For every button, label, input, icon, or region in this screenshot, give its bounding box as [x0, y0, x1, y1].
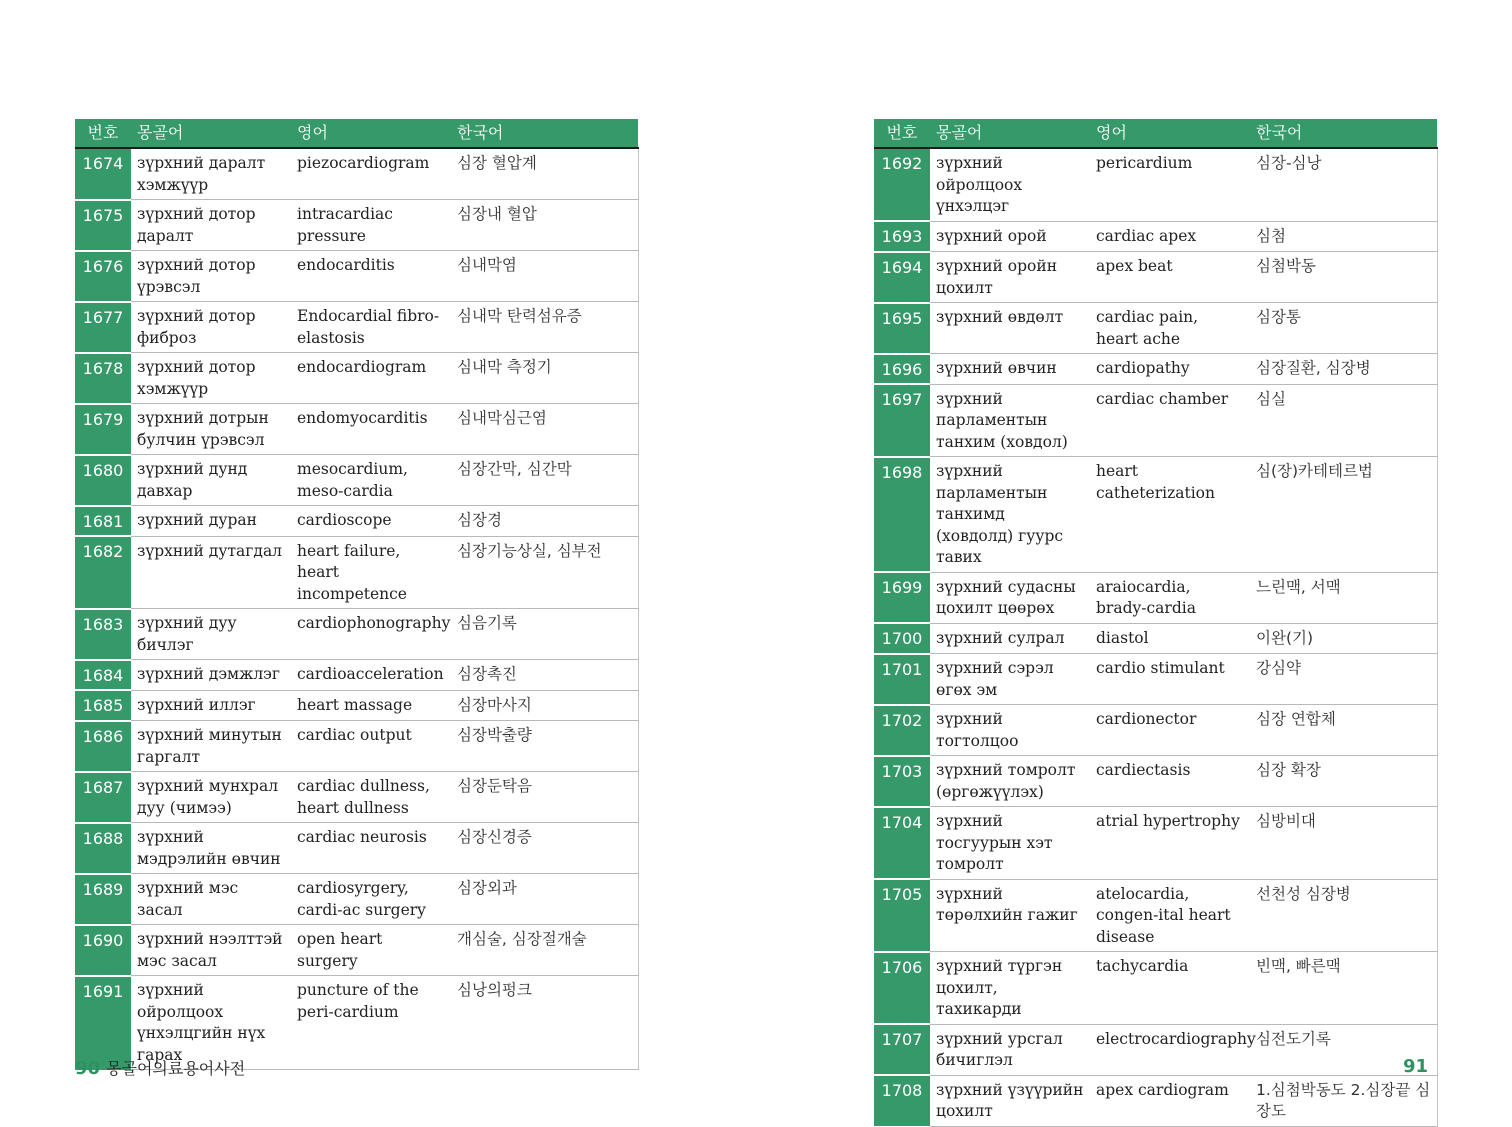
table-row [75, 251, 638, 302]
english-term: cardiac neurosis [291, 823, 451, 874]
korean-term: 개심술, 심장절개술 [451, 925, 638, 976]
table-row [75, 455, 638, 506]
mongolian-term: зүрхний дэмжлэг [131, 660, 291, 691]
korean-term: 심실 [1250, 384, 1437, 457]
english-term: cardiophonography [291, 609, 451, 660]
table-row [75, 536, 638, 609]
entry-number: 1693 [874, 221, 930, 252]
mongolian-term: зүрхний парламентын танхимд (ховдолд) гуурс тавих [930, 457, 1090, 573]
right-page-number: 91 [1402, 1056, 1428, 1077]
mongolian-term: зүрхний сэрэл өгөх эм [930, 654, 1090, 705]
korean-term: 심내막심근염 [451, 404, 638, 455]
korean-term: 강심약 [1250, 654, 1437, 705]
korean-term: 심장 연합체 [1250, 705, 1437, 756]
table-row [75, 925, 638, 976]
entry-number: 1682 [75, 536, 131, 609]
english-term: cardioscope [291, 506, 451, 537]
table-row [874, 572, 1437, 623]
mongolian-term: зүрхний нээлттэй мэс засал [131, 925, 291, 976]
right-page [874, 119, 1438, 1127]
header-korean: 한국어 [451, 119, 638, 148]
mongolian-term: зүрхний дотор хэмжүүр [131, 353, 291, 404]
english-term: diastol [1090, 623, 1250, 654]
table-row [874, 1024, 1437, 1075]
entry-number: 1685 [75, 690, 131, 721]
mongolian-term: зүрхний дунд давхар [131, 455, 291, 506]
footer-right [1403, 1056, 1428, 1077]
korean-term: 빈맥, 빠른맥 [1250, 952, 1437, 1025]
english-term: apex cardiogram [1090, 1075, 1250, 1126]
table-row [874, 623, 1437, 654]
english-term: intracardiac pressure [291, 200, 451, 251]
entry-number: 1707 [874, 1024, 930, 1075]
right-dictionary-table [874, 119, 1438, 1127]
korean-term: 심첨 [1250, 221, 1437, 252]
korean-term: 심내막 탄력섬유증 [451, 302, 638, 353]
mongolian-term: зүрхний иллэг [131, 690, 291, 721]
table-header [75, 119, 638, 148]
mongolian-term: зүрхний төрөлхийн гажиг [930, 879, 1090, 952]
entry-number: 1681 [75, 506, 131, 537]
entry-number: 1687 [75, 772, 131, 823]
mongolian-term: зүрхний томролт (өргөжүүлэх) [930, 756, 1090, 807]
korean-term: 심내막염 [451, 251, 638, 302]
left-page-number: 90 [75, 1058, 101, 1079]
korean-term: 심(장)카테테르법 [1250, 457, 1437, 573]
table-row [75, 148, 638, 200]
mongolian-term: зүрхний дотор фиброз [131, 302, 291, 353]
korean-term: 심내막 측정기 [451, 353, 638, 404]
english-term: Endocardial fibro-elastosis [291, 302, 451, 353]
footer-left [75, 1056, 245, 1079]
entry-number: 1696 [874, 354, 930, 385]
entry-number: 1683 [75, 609, 131, 660]
table-row [874, 457, 1437, 573]
english-term: araiocardia, brady-cardia [1090, 572, 1250, 623]
table-row [874, 354, 1437, 385]
korean-term: 심장 혈압계 [451, 148, 638, 200]
entry-number: 1705 [874, 879, 930, 952]
mongolian-term: зүрхний орой [930, 221, 1090, 252]
entry-number: 1690 [75, 925, 131, 976]
korean-term: 심장통 [1250, 303, 1437, 354]
mongolian-term: зүрхний тосгуурын хэт томролт [930, 807, 1090, 880]
english-term: mesocardium, meso-cardia [291, 455, 451, 506]
header-english: 영어 [291, 119, 451, 148]
entry-number: 1688 [75, 823, 131, 874]
entry-number: 1695 [874, 303, 930, 354]
korean-term: 심첨박동 [1250, 252, 1437, 303]
korean-term: 심장촉진 [451, 660, 638, 691]
korean-term: 심장간막, 심간막 [451, 455, 638, 506]
left-dictionary-table [75, 119, 639, 1070]
entry-number: 1699 [874, 572, 930, 623]
table-row [874, 303, 1437, 354]
table-row [75, 404, 638, 455]
korean-term: 느린맥, 서맥 [1250, 572, 1437, 623]
entry-number: 1675 [75, 200, 131, 251]
korean-term: 심장기능상실, 심부전 [451, 536, 638, 609]
mongolian-term: зүрхний минутын гаргалт [131, 721, 291, 772]
table-row [874, 756, 1437, 807]
mongolian-term: зүрхний сулрал [930, 623, 1090, 654]
mongolian-term: зүрхний өвдөлт [930, 303, 1090, 354]
english-term: endocarditis [291, 251, 451, 302]
mongolian-term: зүрхний өвчин [930, 354, 1090, 385]
english-term: atelocardia, congen-ital heart disease [1090, 879, 1250, 952]
english-term: cardioacceleration [291, 660, 451, 691]
mongolian-term: зүрхний дотрын булчин үрэвсэл [131, 404, 291, 455]
english-term: cardiosyrgery, cardi-ac surgery [291, 874, 451, 925]
entry-number: 1694 [874, 252, 930, 303]
korean-term: 이완(기) [1250, 623, 1437, 654]
table-row [75, 823, 638, 874]
mongolian-term: зүрхний ойролцоох үнхэлцгийн нүх гарах [131, 976, 291, 1070]
entry-number: 1700 [874, 623, 930, 654]
korean-term: 심음기록 [451, 609, 638, 660]
entry-number: 1684 [75, 660, 131, 691]
table-row [874, 1075, 1437, 1126]
table-header [874, 119, 1437, 148]
table-row [75, 690, 638, 721]
entry-number: 1689 [75, 874, 131, 925]
entry-number: 1676 [75, 251, 131, 302]
english-term: pericardium [1090, 148, 1250, 221]
english-term: cardio stimulant [1090, 654, 1250, 705]
table-row [874, 221, 1437, 252]
table-row [874, 148, 1437, 221]
korean-term: 심전도기록 [1250, 1024, 1437, 1075]
table-row [75, 302, 638, 353]
entry-number: 1706 [874, 952, 930, 1025]
mongolian-term: зүрхний оройн цохилт [930, 252, 1090, 303]
book-title: 몽골어의료용어사전 [106, 1059, 246, 1078]
entry-number: 1692 [874, 148, 930, 221]
mongolian-term: зүрхний дутагдал [131, 536, 291, 609]
header-english: 영어 [1090, 119, 1250, 148]
korean-term: 심장 확장 [1250, 756, 1437, 807]
entry-number: 1704 [874, 807, 930, 880]
english-term: endomyocarditis [291, 404, 451, 455]
english-term: electrocardiography [1090, 1024, 1250, 1075]
mongolian-term: зүрхний түргэн цохилт, тахикарди [930, 952, 1090, 1025]
mongolian-term: зүрхний парламентын танхим (ховдол) [930, 384, 1090, 457]
entry-number: 1686 [75, 721, 131, 772]
english-term: cardiectasis [1090, 756, 1250, 807]
korean-term: 심장질환, 심장병 [1250, 354, 1437, 385]
mongolian-term: зүрхний дуран [131, 506, 291, 537]
table-row [75, 353, 638, 404]
korean-term: 심장신경증 [451, 823, 638, 874]
english-term: cardiac apex [1090, 221, 1250, 252]
english-term: heart massage [291, 690, 451, 721]
header-number: 번호 [874, 119, 930, 148]
english-term: endocardiogram [291, 353, 451, 404]
table-row [75, 660, 638, 691]
entry-number: 1708 [874, 1075, 930, 1126]
korean-term: 1.심첨박동도 2.심장끝 심장도 [1250, 1075, 1437, 1126]
table-row [874, 807, 1437, 880]
entry-number: 1698 [874, 457, 930, 573]
mongolian-term: зүрхний тогтолцоо [930, 705, 1090, 756]
entry-number: 1702 [874, 705, 930, 756]
table-row [75, 609, 638, 660]
entry-number: 1674 [75, 148, 131, 200]
mongolian-term: зүрхний дуу бичлэг [131, 609, 291, 660]
table-row [874, 705, 1437, 756]
korean-term: 심장외과 [451, 874, 638, 925]
english-term: cardiac pain, heart ache [1090, 303, 1250, 354]
entry-number: 1691 [75, 976, 131, 1070]
header-korean: 한국어 [1250, 119, 1437, 148]
english-term: apex beat [1090, 252, 1250, 303]
english-term: piezocardiogram [291, 148, 451, 200]
entry-number: 1701 [874, 654, 930, 705]
english-term: atrial hypertrophy [1090, 807, 1250, 880]
english-term: cardionector [1090, 705, 1250, 756]
korean-term: 심낭의펑크 [451, 976, 638, 1070]
mongolian-term: зүрхний дотор үрэвсэл [131, 251, 291, 302]
korean-term: 심장마사지 [451, 690, 638, 721]
table-row [874, 879, 1437, 952]
mongolian-term: зүрхний ойролцоох үнхэлцэг [930, 148, 1090, 221]
table-row [874, 252, 1437, 303]
table-row [874, 384, 1437, 457]
entry-number: 1679 [75, 404, 131, 455]
korean-term: 심장-심낭 [1250, 148, 1437, 221]
english-term: cardiac chamber [1090, 384, 1250, 457]
mongolian-term: зүрхний судасны цохилт цөөрөх [930, 572, 1090, 623]
english-term: cardiac output [291, 721, 451, 772]
entry-number: 1680 [75, 455, 131, 506]
mongolian-term: зүрхний дотор даралт [131, 200, 291, 251]
left-page [75, 119, 639, 1070]
english-term: open heart surgery [291, 925, 451, 976]
english-term: puncture of the peri-cardium [291, 976, 451, 1070]
korean-term: 심장둔탁음 [451, 772, 638, 823]
table-row [874, 654, 1437, 705]
korean-term: 심장경 [451, 506, 638, 537]
mongolian-term: зүрхний үзүүрийн цохилт [930, 1075, 1090, 1126]
table-row [874, 952, 1437, 1025]
mongolian-term: зүрхний урсгал бичиглэл [930, 1024, 1090, 1075]
entry-number: 1678 [75, 353, 131, 404]
mongolian-term: зүрхний даралт хэмжүүр [131, 148, 291, 200]
english-term: heart failure, heart incompetence [291, 536, 451, 609]
english-term: cardiopathy [1090, 354, 1250, 385]
english-term: heart catheterization [1090, 457, 1250, 573]
korean-term: 선천성 심장병 [1250, 879, 1437, 952]
header-mongolian: 몽골어 [930, 119, 1090, 148]
korean-term: 심방비대 [1250, 807, 1437, 880]
table-row [75, 200, 638, 251]
entry-number: 1703 [874, 756, 930, 807]
entry-number: 1697 [874, 384, 930, 457]
mongolian-term: зүрхний мунхрал дуу (чимээ) [131, 772, 291, 823]
korean-term: 심장내 혈압 [451, 200, 638, 251]
english-term: tachycardia [1090, 952, 1250, 1025]
english-term: cardiac dullness, heart dullness [291, 772, 451, 823]
table-row [75, 506, 638, 537]
header-mongolian: 몽골어 [131, 119, 291, 148]
mongolian-term: зүрхний мэдрэлийн өвчин [131, 823, 291, 874]
table-row [75, 721, 638, 772]
korean-term: 심장박출량 [451, 721, 638, 772]
entry-number: 1677 [75, 302, 131, 353]
table-row [75, 874, 638, 925]
table-row [75, 772, 638, 823]
mongolian-term: зүрхний мэс засал [131, 874, 291, 925]
header-number: 번호 [75, 119, 131, 148]
